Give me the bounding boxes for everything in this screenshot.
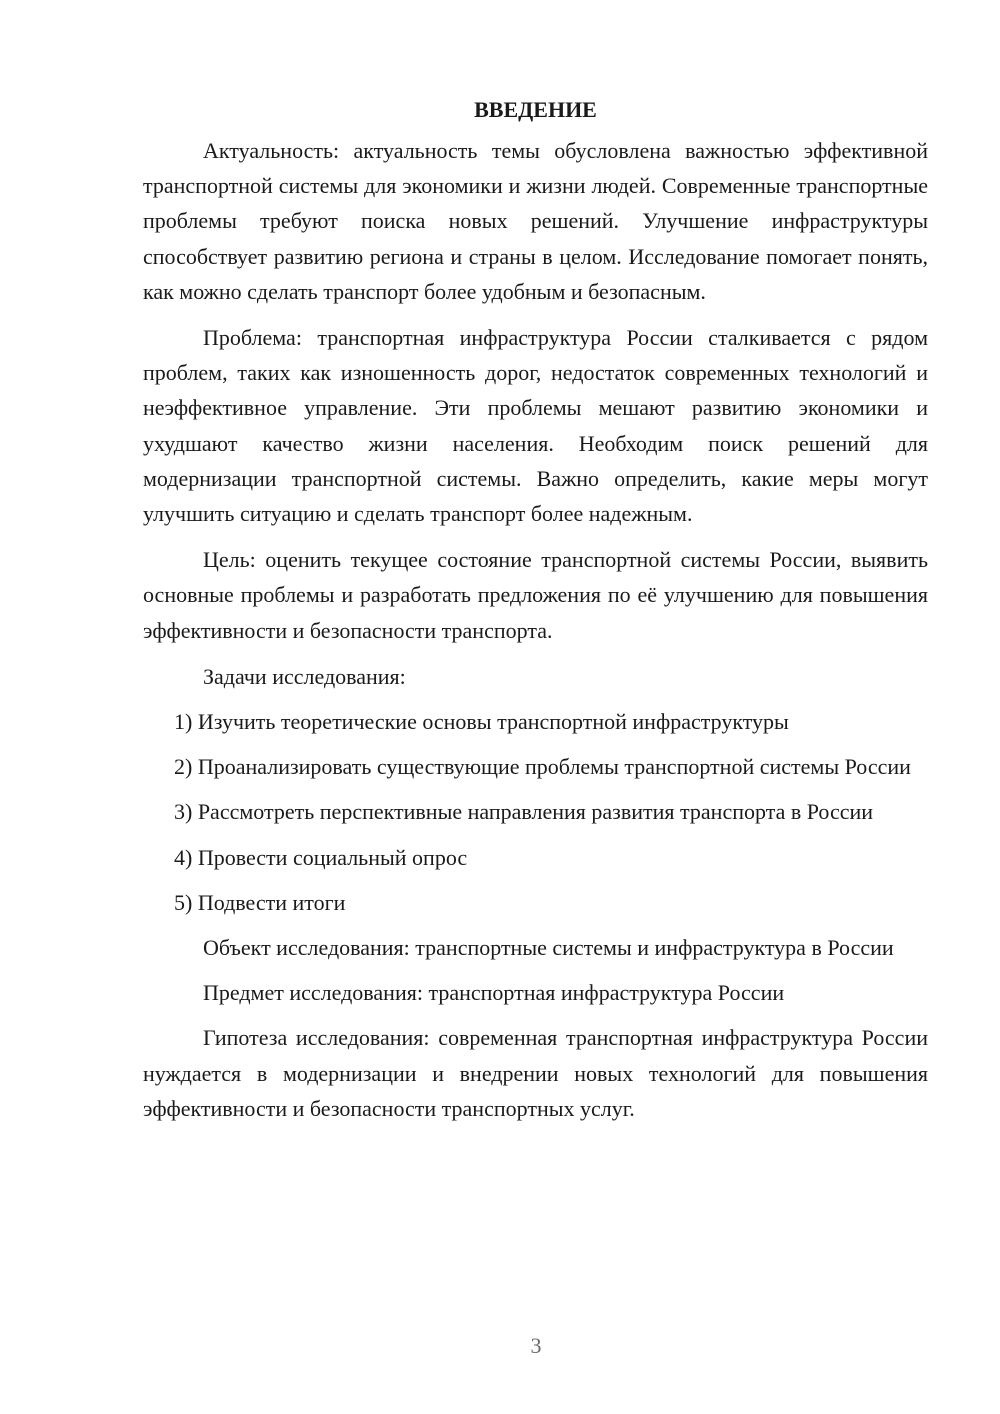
paragraph-problem: Проблема: транспортная инфраструктура России сталкивается с рядом проблем, таких как изношенность дорог, недостаток современных технологий и неэффективное управление. Эти проблемы мешают развитию экономики и ухудшают качество жизни населения. Необходим поиск решений для модернизации транспортной системы. Важно определить, какие меры могут улучшить ситуацию и сделать транспорт более надежным. — [143, 325, 928, 527]
page-title: ВВЕДЕНИЕ — [474, 97, 597, 122]
task-item-2: 2) Проанализировать существующие проблемы транспортной системы России — [174, 754, 911, 780]
paragraph-subject: Предмет исследования: транспортная инфраструктура России — [203, 980, 785, 1006]
paragraph-hypothesis: Гипотеза исследования: современная транспортная инфраструктура России нуждается в модернизации и внедрении новых технологий для повышения эффективности и безопасности транспортных услуг. — [143, 1025, 928, 1121]
page-number: 3 — [530, 1333, 542, 1358]
paragraph-relevance: Актуальность: актуальность темы обусловлена важностью эффективной транспортной системы для экономики и жизни людей. Современные транспортные проблемы требуют поиска новых решений. Улучшение инфраструктуры способствует развитию региона и страны в целом. Исследование помогает понять, как можно сделать транспорт более удобным и безопасным. — [143, 138, 928, 304]
task-item-4: 4) Провести социальный опрос — [174, 844, 468, 870]
task-item-1: 1) Изучить теоретические основы транспортной инфраструктуры — [174, 709, 789, 735]
task-item-3: 3) Рассмотреть перспективные направления развития транспорта в России — [174, 799, 874, 825]
paragraph-goal: Цель: оценить текущее состояние транспортной системы России, выявить основные проблемы и разработать предложения по её улучшению для повышения эффективности и безопасности транспорта. — [143, 547, 928, 643]
task-item-5: 5) Подвести итоги — [174, 889, 346, 915]
paragraph-object: Объект исследования: транспортные системы и инфраструктура в России — [203, 935, 894, 961]
document-page — [143, 92, 928, 1137]
paragraph-tasks-heading: Задачи исследования: — [203, 663, 406, 689]
